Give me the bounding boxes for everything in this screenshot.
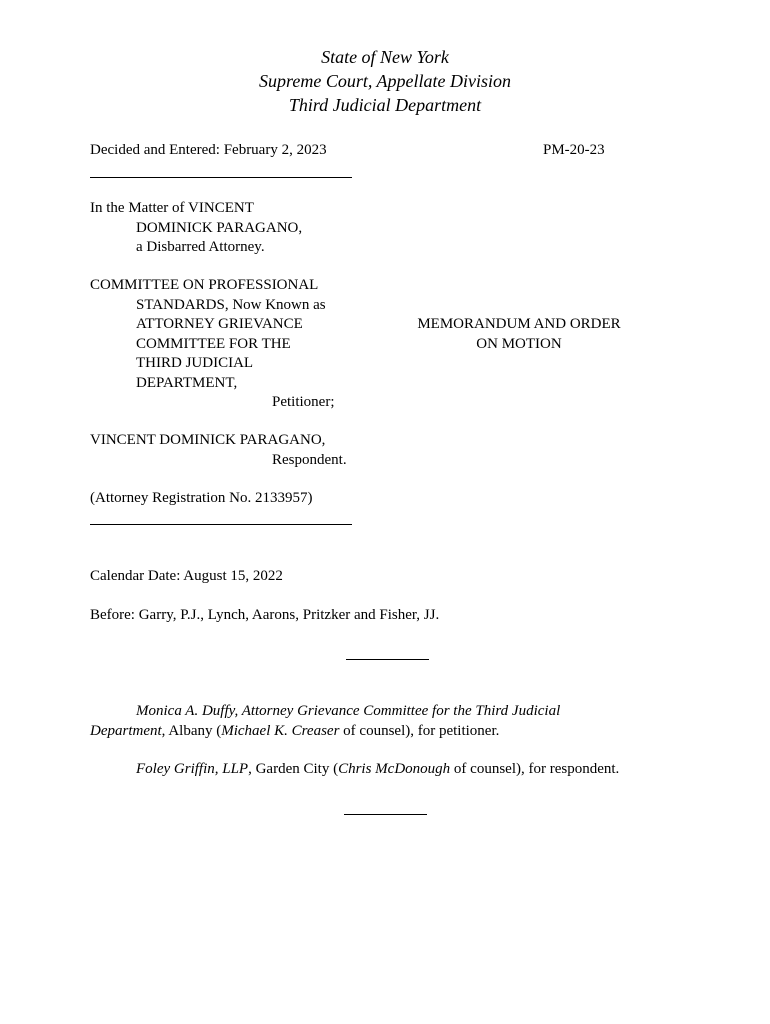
court-name: Supreme Court, Appellate Division — [259, 71, 511, 91]
petitioner-counsel-line-2 — [90, 722, 499, 742]
petitioner-counsel-of-counsel: Michael K. Creaser — [221, 722, 340, 739]
petitioner-counsel-attorney: Monica A. Duffy, Attorney Grievance Committee for the Third Judicial — [136, 703, 561, 719]
petitioner-line-5: THIRD JUDICIAL — [136, 355, 254, 371]
petitioner-line-2: STANDARDS, Now Known as — [136, 296, 326, 313]
caption-top-rule — [90, 177, 352, 178]
docket-number: PM-20-23 — [543, 142, 605, 158]
memo-title-line-1: MEMORANDUM AND ORDER — [417, 316, 621, 332]
petitioner-counsel-department: Department — [90, 722, 162, 739]
petitioner-counsel-text-2: of counsel), for petitioner. — [339, 722, 500, 739]
respondent-role: Respondent. — [272, 451, 347, 468]
court-state: State of New York — [321, 47, 449, 67]
petitioner-role: Petitioner; — [272, 394, 335, 410]
respondent-counsel-text-1: , Garden City ( — [248, 761, 339, 777]
registration-number: (Attorney Registration No. 2133957) — [90, 490, 313, 506]
court-department: Third Judicial Department — [288, 95, 482, 115]
matter-line-1: In the Matter of VINCENT — [90, 200, 254, 216]
separator-rule-1 — [346, 659, 429, 660]
petitioner-line-1: COMMITTEE ON PROFESSIONAL — [90, 277, 319, 293]
petitioner-line-4: COMMITTEE FOR THE — [136, 335, 291, 352]
memo-title-line-2: ON MOTION — [476, 335, 562, 352]
petitioner-counsel-text-1: , Albany ( — [161, 722, 222, 739]
decided-date: Decided and Entered: February 2, 2023 — [90, 142, 327, 158]
bench-panel: Before: Garry, P.J., Lynch, Aarons, Pritzker and Fisher, JJ. — [90, 607, 440, 623]
respondent-counsel-firm: Foley Griffin, LLP — [136, 761, 249, 777]
respondent-counsel-text-2: of counsel), for respondent. — [450, 761, 620, 777]
respondent-counsel-line — [136, 760, 619, 780]
court-header — [0, 45, 770, 117]
petitioner-counsel-line-1 — [136, 702, 560, 722]
matter-line-3: a Disbarred Attorney. — [136, 239, 265, 255]
matter-line-2: DOMINICK PARAGANO, — [136, 219, 303, 236]
caption-bottom-rule — [90, 524, 352, 525]
petitioner-line-6: DEPARTMENT, — [136, 374, 238, 391]
calendar-date: Calendar Date: August 15, 2022 — [90, 568, 283, 584]
respondent-name: VINCENT DOMINICK PARAGANO, — [90, 432, 326, 448]
respondent-counsel-of-counsel: Chris McDonough — [338, 761, 451, 777]
petitioner-line-3: ATTORNEY GRIEVANCE — [136, 316, 303, 332]
separator-rule-2 — [344, 814, 427, 815]
